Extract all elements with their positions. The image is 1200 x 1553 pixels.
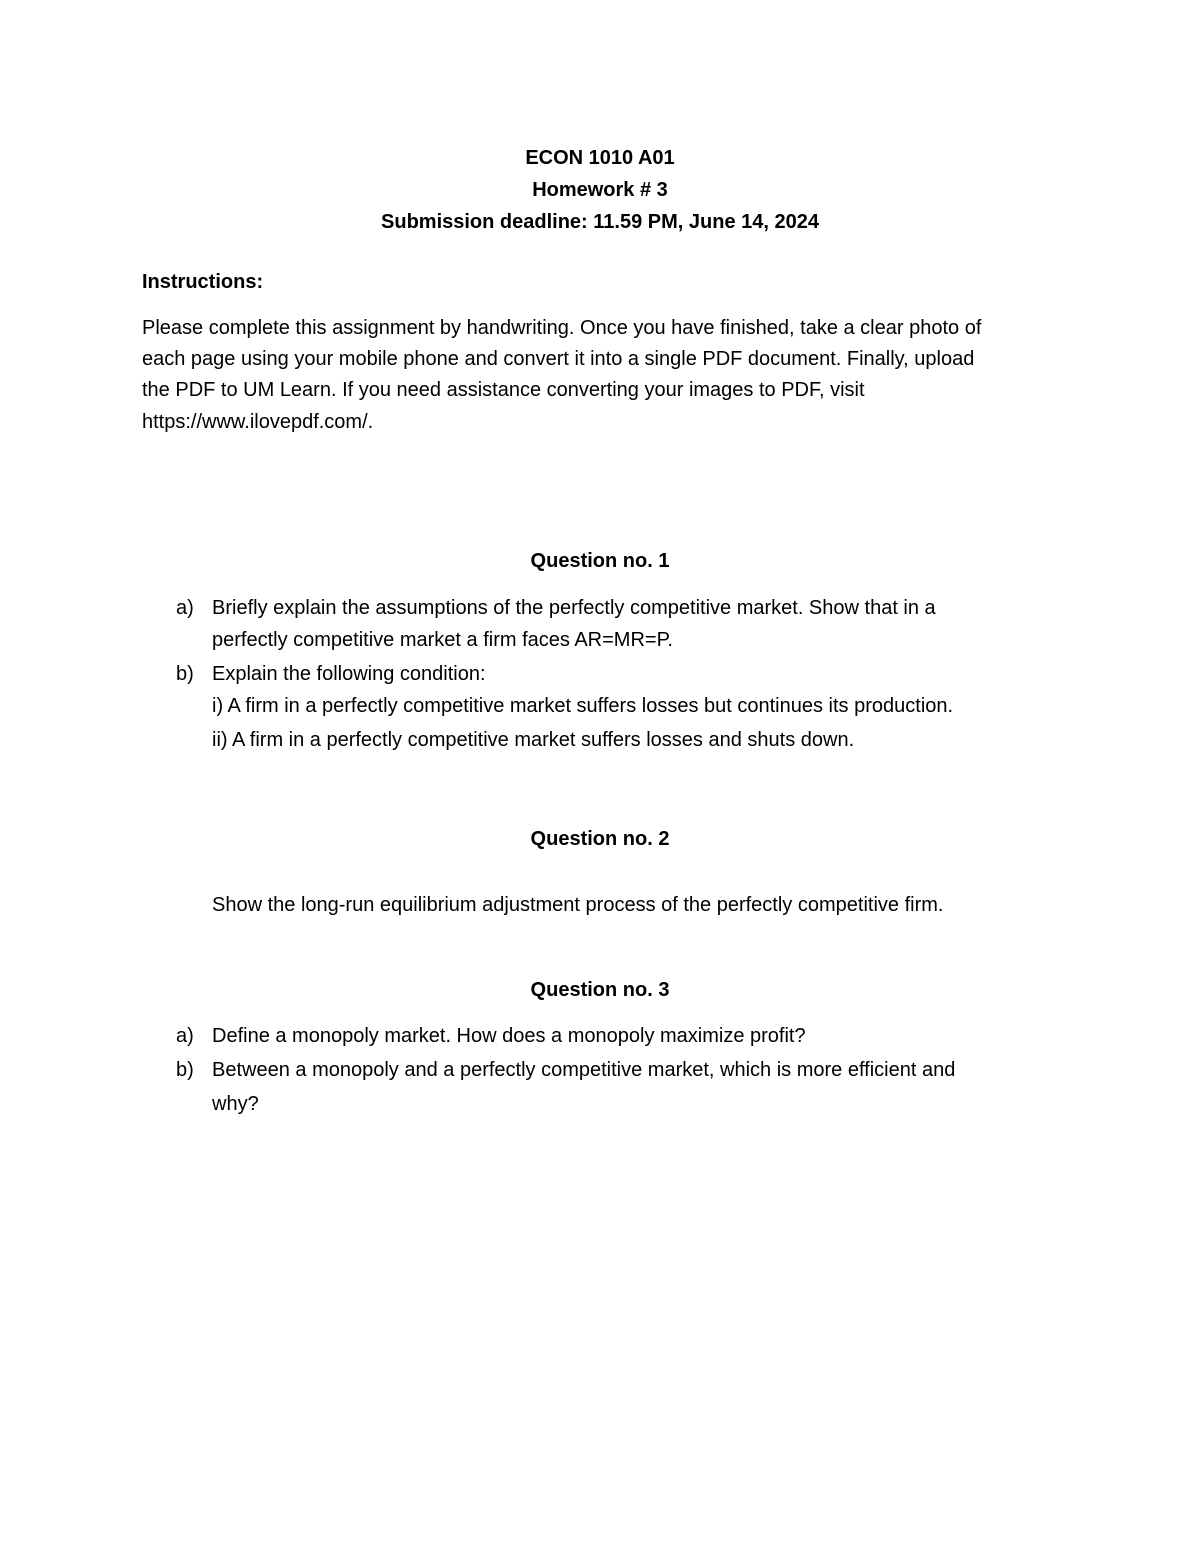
- instructions-line: Please complete this assignment by handwriting. Once you have finished, take a clear photo of: [142, 317, 982, 339]
- q3-b-marker: b): [176, 1059, 194, 1081]
- q1-a-marker: a): [176, 597, 194, 619]
- q3-a-marker: a): [176, 1025, 194, 1047]
- q1-b-line: i) A firm in a perfectly competitive market suffers losses but continues its production.: [212, 695, 954, 717]
- submission-deadline: Submission deadline: 11.59 PM, June 14, 2024: [381, 211, 819, 233]
- instructions-line: each page using your mobile phone and convert it into a single PDF document. Finally, upload: [142, 348, 975, 370]
- q1-b-line: ii) A firm in a perfectly competitive market suffers losses and shuts down.: [212, 729, 855, 751]
- q3-b-line: Between a monopoly and a perfectly competitive market, which is more efficient and: [212, 1059, 956, 1081]
- q1-b-line: Explain the following condition:: [212, 663, 486, 685]
- question-3-title: Question no. 3: [530, 979, 670, 1001]
- q3-b-line: why?: [212, 1093, 259, 1115]
- instructions-line: the PDF to UM Learn. If you need assistance converting your images to PDF, visit: [142, 379, 865, 401]
- instructions-line: https://www.ilovepdf.com/.: [142, 411, 374, 433]
- q2-text: Show the long-run equilibrium adjustment process of the perfectly competitive firm.: [212, 894, 944, 916]
- q3-a-line: Define a monopoly market. How does a monopoly maximize profit?: [212, 1025, 806, 1047]
- course-title: ECON 1010 A01: [525, 147, 675, 169]
- q1-a-line: Briefly explain the assumptions of the perfectly competitive market. Show that in a: [212, 597, 936, 619]
- question-1-title: Question no. 1: [530, 550, 670, 572]
- instructions-heading: Instructions:: [142, 271, 264, 293]
- q1-a-line: perfectly competitive market a firm faces AR=MR=P.: [212, 629, 673, 651]
- homework-title: Homework # 3: [532, 179, 668, 201]
- question-2-title: Question no. 2: [530, 828, 670, 850]
- q1-b-marker: b): [176, 663, 194, 685]
